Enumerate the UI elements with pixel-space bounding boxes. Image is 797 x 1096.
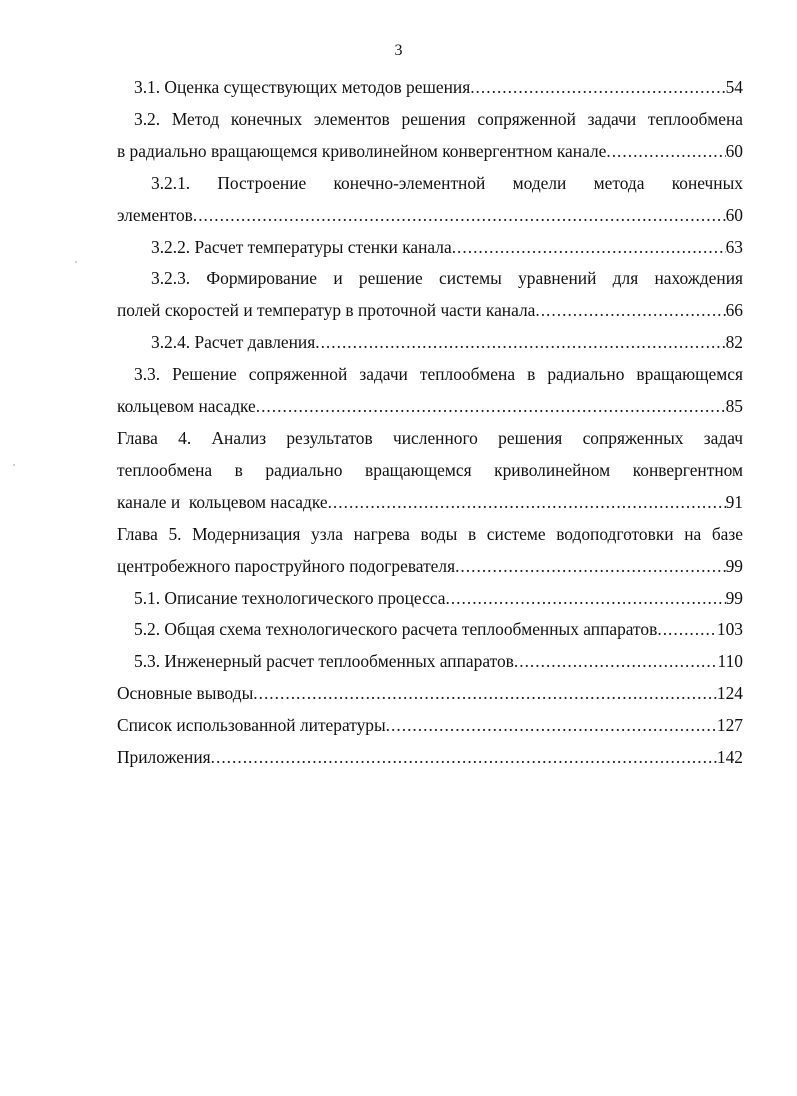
toc-entry-title: канале и кольцевом насадке	[117, 491, 328, 512]
toc-entry-chapter-4-line1: Глава 4. Анализ результатов численного решения сопряженных задач	[117, 427, 743, 448]
toc-entry-title: 3.2.2. Расчет температуры стенки канала	[151, 236, 452, 257]
toc-entry-page: 127	[716, 715, 743, 736]
toc-entry-3-2-line1: 3.2. Метод конечных элементов решения сопряженной задачи теплообмена	[134, 108, 743, 129]
toc-entry-3-3-line1: 3.3. Решение сопряженной задачи теплообмена в радиально вращающемся	[134, 364, 743, 385]
toc-entry-title: кольцевом насадке	[117, 396, 256, 417]
toc-entry-title: Приложения	[117, 747, 211, 768]
toc-entry-title: Основные выводы	[117, 683, 254, 704]
toc-entry-page: 110	[717, 651, 743, 672]
toc-entry-page: 82	[725, 332, 743, 353]
toc-entry-page: 142	[716, 747, 743, 768]
toc-entry-page: 63	[725, 236, 743, 257]
toc-entry-page: 60	[725, 140, 743, 161]
toc-entry-page: 99	[725, 587, 743, 608]
toc-entry-title: Список использованной литературы	[117, 715, 386, 736]
toc-entry-page: 99	[725, 555, 743, 576]
toc-entry-page: 54	[725, 77, 743, 97]
page-number: 3	[394, 42, 403, 59]
toc-entry-page: 103	[716, 619, 743, 640]
toc-entry-title: 5.1. Описание технологического процесса	[134, 587, 446, 608]
toc-entry-page: 124	[716, 683, 743, 704]
toc-entry-page: 66	[725, 300, 743, 321]
toc-entry-title: 3.2.4. Расчет давления	[151, 332, 316, 353]
toc-entry-chapter-4-line2: теплообмена в радиально вращающемся криволинейном конвергентном	[117, 459, 743, 480]
toc-entry-title: 5.2. Общая схема технологического расчета теплообменных аппаратов	[134, 619, 658, 640]
scan-speck	[75, 261, 76, 262]
scan-speck	[13, 464, 14, 465]
toc-entry-title: в радиально вращающемся криволинейном конвергентном канале	[117, 140, 607, 161]
toc-entry-page: 91	[725, 491, 743, 512]
toc-entry-3-2-1-line1: 3.2.1. Построение конечно-элементной модели метода конечных	[151, 172, 743, 193]
toc-entry-title: 5.3. Инженерный расчет теплообменных аппаратов	[134, 651, 514, 672]
toc-entry-3-2-3-line1: 3.2.3. Формирование и решение системы уравнений для нахождения	[151, 268, 743, 289]
toc-entry-title: 3.1. Оценка существующих методов решения	[134, 77, 471, 97]
toc-entry-chapter-5-line1: Глава 5. Модернизация узла нагрева воды в системе водоподготовки на базе	[117, 523, 743, 544]
toc-entry-title: элементов	[117, 204, 193, 225]
toc-entry-page: 85	[725, 396, 743, 417]
toc-entry-title: центробежного пароструйного подогревателя	[117, 555, 456, 576]
toc-entry-page: 60	[725, 204, 743, 225]
toc-entry-title: полей скоростей и температур в проточной части канала	[117, 300, 536, 321]
